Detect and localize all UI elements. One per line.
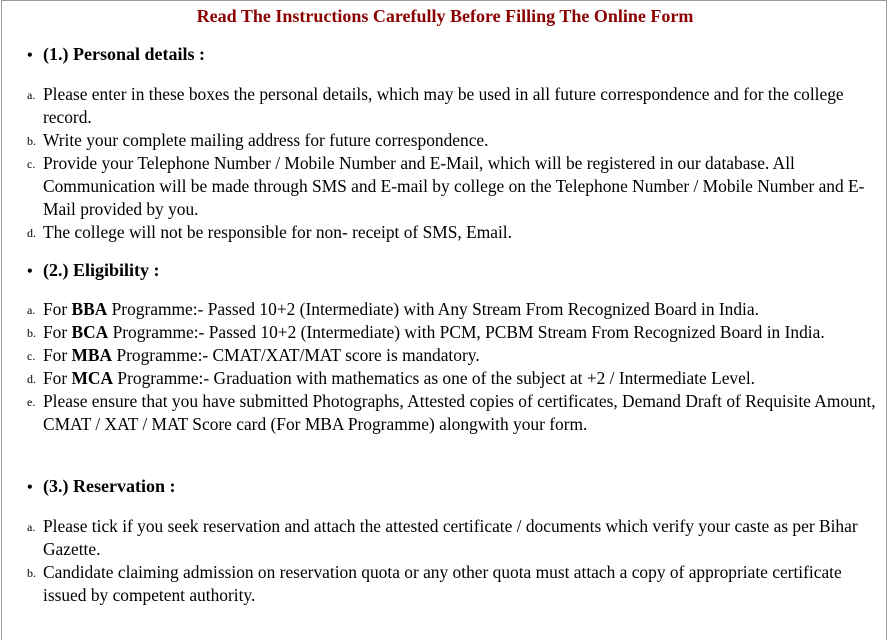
section-heading-personal-details: • (1.) Personal details : <box>27 44 205 64</box>
page-title: Read The Instructions Carefully Before Filling The Online Form <box>196 6 694 26</box>
list-item: b. Write your complete mailing address for future correspondence. <box>27 130 489 150</box>
instructions-panel <box>1 0 887 640</box>
bullet-icon: • <box>27 263 33 280</box>
list-item: c. Provide your Telephone Number / Mobile Number and E-Mail, which will be registered in our database. All Communication will be made through SMS and E-mail by college on the Telephone Number / Mobile Number and E-Mail provided by you. <box>27 153 865 219</box>
section-heading-eligibility: • (2.) Eligibility : <box>27 260 160 280</box>
programme-name: MCA <box>71 368 114 388</box>
list-item: d. The college will not be responsible for non- receipt of SMS, Email. <box>27 222 512 242</box>
bullet-icon: • <box>27 47 33 64</box>
programme-name: MBA <box>71 345 113 365</box>
eligibility-list <box>2 298 882 436</box>
personal-details-list <box>2 83 882 244</box>
list-item: e. Please ensure that you have submitted Photographs, Attested copies of certificates, Demand Draft of Requisite Amount, CMAT / XAT / MAT Score card (For MBA Programme) alongwith your form. <box>27 391 876 434</box>
list-item: a. For BBA Programme:- Passed 10+2 (Intermediate) with Any Stream From Recognized Board in India. <box>27 299 759 319</box>
section-heading-reservation: • (3.) Reservation : <box>27 476 176 496</box>
list-item: b. Candidate claiming admission on reservation quota or any other quota must attach a copy of appropriate certificate issued by competent authority. <box>27 562 842 605</box>
reservation-list <box>2 515 882 607</box>
list-item: a. Please tick if you seek reservation and attach the attested certificate / documents which verify your caste as per Bihar Gazette. <box>27 516 858 559</box>
programme-name: BBA <box>71 299 108 319</box>
list-item: c. For MBA Programme:- CMAT/XAT/MAT score is mandatory. <box>27 345 480 365</box>
list-item: a. Please enter in these boxes the personal details, which may be used in all future correspondence and for the college record. <box>27 84 844 127</box>
list-item: d. For MCA Programme:- Graduation with mathematics as one of the subject at +2 / Intermediate Level. <box>27 368 756 388</box>
list-item: b. For BCA Programme:- Passed 10+2 (Intermediate) with PCM, PCBM Stream From Recognized Board in India. <box>27 322 825 342</box>
programme-name: BCA <box>71 322 109 342</box>
bullet-icon: • <box>27 479 33 496</box>
